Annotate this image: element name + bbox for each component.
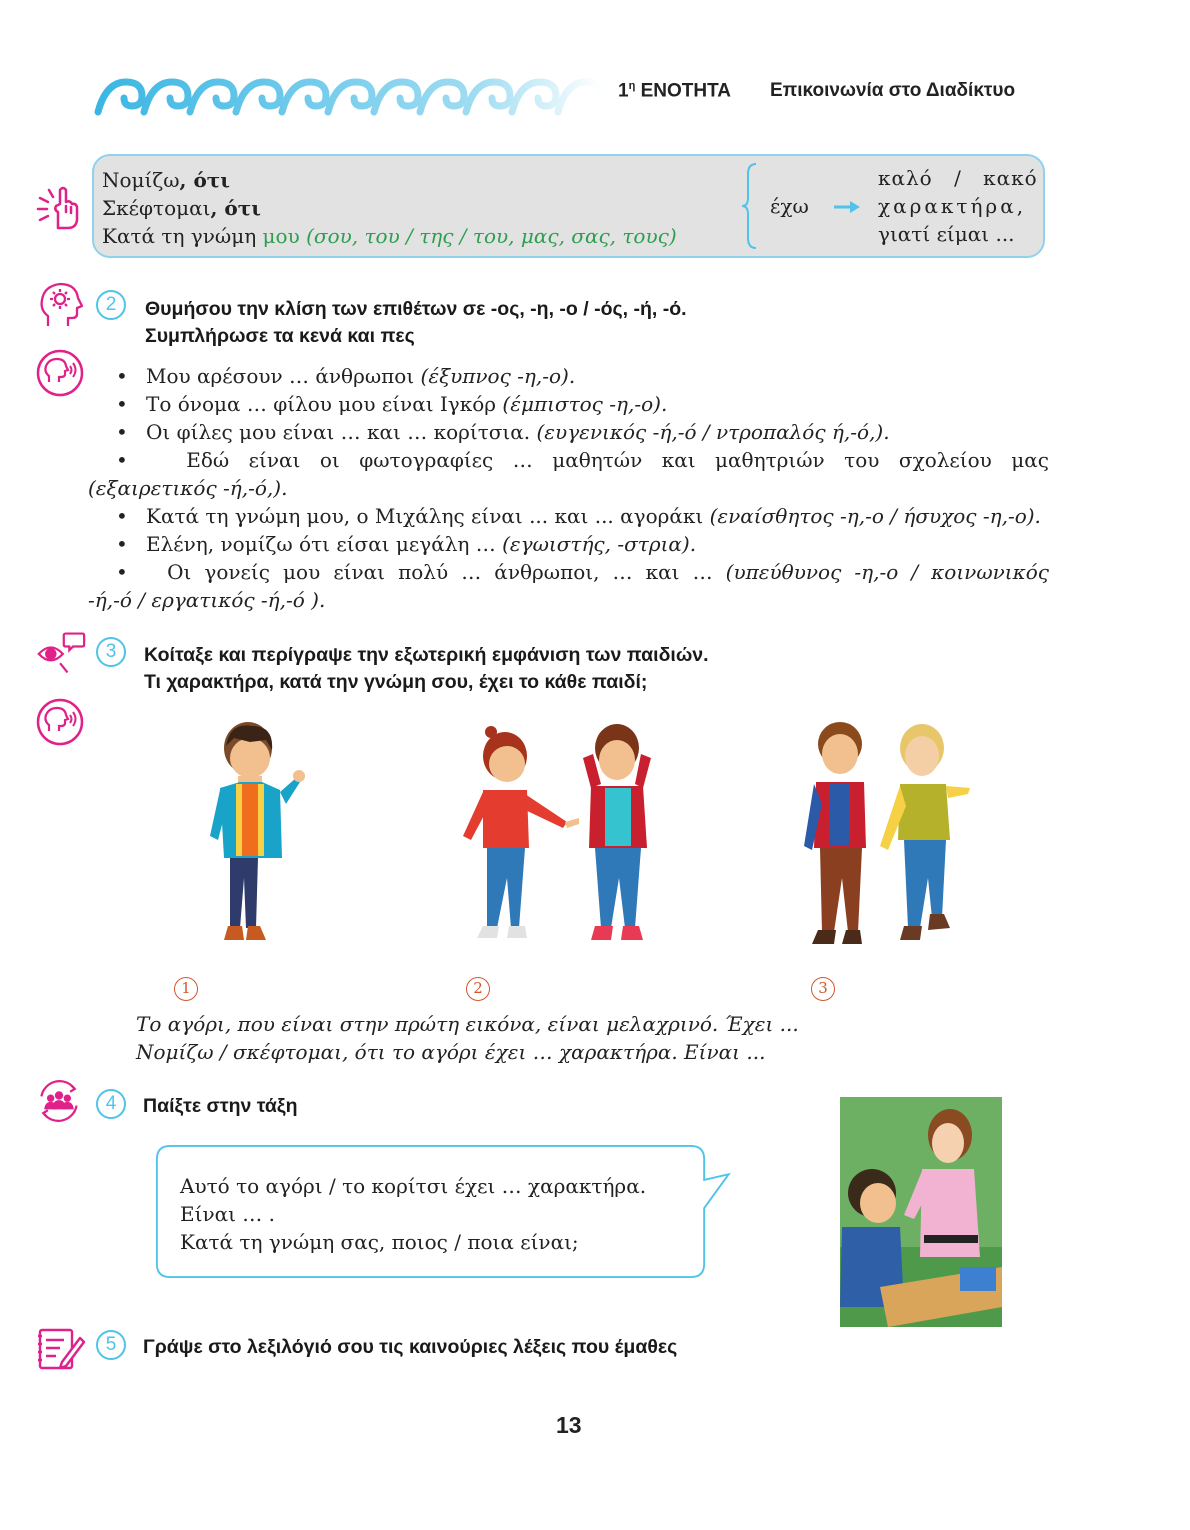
boy-illustration (200, 718, 310, 948)
pencil-notebook-icon (36, 1324, 86, 1374)
unit-number: 1 (618, 80, 629, 102)
unit-word: ΕΝΟΤΗΤΑ (640, 80, 732, 102)
arguing-children-illustration (455, 718, 665, 948)
phrase-connector: , ότι (210, 196, 261, 220)
list-item: • Οι γονείς μου είναι πολύ … άνθρωποι, … και … (υπεύθυνος -η,-ο / κοινωνικός (116, 560, 1049, 584)
speaking-head-icon (35, 697, 85, 747)
exercise-number: 5 (96, 1330, 126, 1360)
sentence-hint-continued: -ή,-ό / εργατικός -ή,-ό ). (88, 588, 326, 612)
friends-illustration (800, 718, 980, 948)
image-number: 3 (811, 977, 835, 1001)
waves-decoration (92, 72, 612, 120)
bubble-line: Κατά τη γνώμη σας, ποιος / ποια είναι; (180, 1230, 579, 1254)
phrase-word: Νομίζω (102, 168, 180, 192)
exercise-heading: Γράψε στο λεξιλόγιό σου τις καινούριες λέξεις που έμαθες (143, 1336, 678, 1358)
unit-title: Επικοινωνία στο Διαδίκτυο (770, 80, 1016, 101)
bubble-line: Αυτό το αγόρι / το κορίτσι έχει … χαρακτήρα. (180, 1174, 647, 1198)
sentence-hint: (εναίσθητος -η,-ο / ήσυχος -η,-ο). (709, 504, 1041, 528)
unit-label (618, 80, 731, 102)
arrow-right-icon (832, 199, 862, 215)
sentence: Μου αρέσουν … άνθρωποι (146, 364, 421, 388)
exercise-number: 3 (96, 637, 126, 667)
phrase-possessive-list: (σου, του / της / του, μας, σας, τους) (299, 224, 677, 248)
list-item: • Ελένη, νομίζω ότι είσαι μεγάλη … (εγωιστής, -στρια). (116, 532, 697, 556)
pointing-hand-icon (36, 182, 82, 232)
phrase-verb: έχω (770, 194, 809, 218)
exercise-heading: Κοίταξε και περίγραψε την εξωτερική εμφάνιση των παιδιών. (144, 644, 709, 666)
image-number: 2 (466, 977, 490, 1001)
unit-superscript: η (628, 80, 636, 92)
image-number: 1 (174, 977, 198, 1001)
phrase-line-2 (102, 194, 261, 222)
speaking-head-icon (35, 348, 85, 398)
sentence-hint: (υπεύθυνος -η,-ο / κοινωνικός (725, 560, 1049, 584)
list-item: • Το όνομα … φίλου μου είναι Ιγκόρ (έμπιστος -η,-ο). (116, 392, 668, 416)
brace-icon (740, 162, 760, 250)
exercise-heading: Συμπλήρωσε τα κενά και πες (145, 325, 415, 347)
sentence: Ελένη, νομίζω ότι είσαι μεγάλη … (146, 532, 503, 556)
eye-speech-icon (36, 628, 86, 678)
example-sentence: Νομίζω / σκέφτομαι, ότι το αγόρι έχει … χαρακτήρα. Είναι ... (136, 1040, 766, 1064)
bubble-line: Είναι … . (180, 1202, 276, 1226)
sentence: Εδώ είναι οι φωτογραφίες … μαθητών και μαθητριών του σχολείου μας (186, 448, 1049, 472)
phrase-right-line-1: καλό / κακό (878, 166, 1038, 190)
phrase-possessive: μου (262, 224, 300, 248)
phrase-line-1 (102, 166, 230, 194)
page-number: 13 (556, 1412, 582, 1438)
exercise-heading: Θυμήσου την κλίση των επιθέτων σε -ος, -η, -ο / -ός, -ή, -ό. (145, 298, 687, 320)
phrase-line-3 (102, 222, 677, 250)
group-icon (34, 1076, 84, 1126)
sentence-hint: (έξυπνος -η,-ο). (420, 364, 576, 388)
sentence: Οι φίλες μου είναι … και … κορίτσια. (146, 420, 537, 444)
exercise-heading: Τι χαρακτήρα, κατά την γνώμη σου, έχει το κάθε παιδί; (144, 671, 648, 693)
exercise-number: 4 (96, 1089, 126, 1119)
sentence: Το όνομα … φίλου μου είναι Ιγκόρ (146, 392, 503, 416)
sentence-hint: (ευγενικός -ή,-ό / ντροπαλός ή,-ό,). (536, 420, 890, 444)
sentence-hint: (έμπιστος -η,-ο). (502, 392, 668, 416)
phrase-right-line-3: γιατί είμαι ... (878, 222, 1015, 246)
brain-gear-icon (36, 280, 86, 330)
exercise-number: 2 (96, 290, 126, 320)
sentence-hint-continued: (εξαιρετικός -ή,-ό,). (88, 476, 288, 500)
sentence-hint: (εγωιστής, -στρια). (502, 532, 697, 556)
phrase-right-line-2: χαρακτήρα, (878, 194, 1027, 218)
phrase-plain: Κατά τη γνώμη (102, 224, 263, 248)
example-sentence: Το αγόρι, που είναι στην πρώτη εικόνα, είναι μελαχρινό. Έχει ... (136, 1012, 799, 1036)
phrase-word: Σκέφτομαι (102, 196, 211, 220)
sentence: Οι γονείς μου είναι πολύ … άνθρωποι, … και … (167, 560, 726, 584)
list-item: • Μου αρέσουν … άνθρωποι (έξυπνος -η,-ο). (116, 364, 576, 388)
list-item: • Οι φίλες μου είναι … και … κορίτσια. (ευγενικός -ή,-ό / ντροπαλός ή,-ό,). (116, 420, 890, 444)
classroom-illustration (840, 1097, 1002, 1327)
exercise-heading: Παίξτε στην τάξη (143, 1095, 298, 1117)
phrase-connector: , ότι (179, 168, 230, 192)
list-item: • Κατά τη γνώμη μου, ο Μιχάλης είναι ... και ... αγοράκι (εναίσθητος -η,-ο / ήσυχος -η,-ο). (116, 504, 1041, 528)
sentence: Κατά τη γνώμη μου, ο Μιχάλης είναι ... και ... αγοράκι (146, 504, 710, 528)
list-item: • Εδώ είναι οι φωτογραφίες … μαθητών και μαθητριών του σχολείου μας (116, 448, 1049, 472)
